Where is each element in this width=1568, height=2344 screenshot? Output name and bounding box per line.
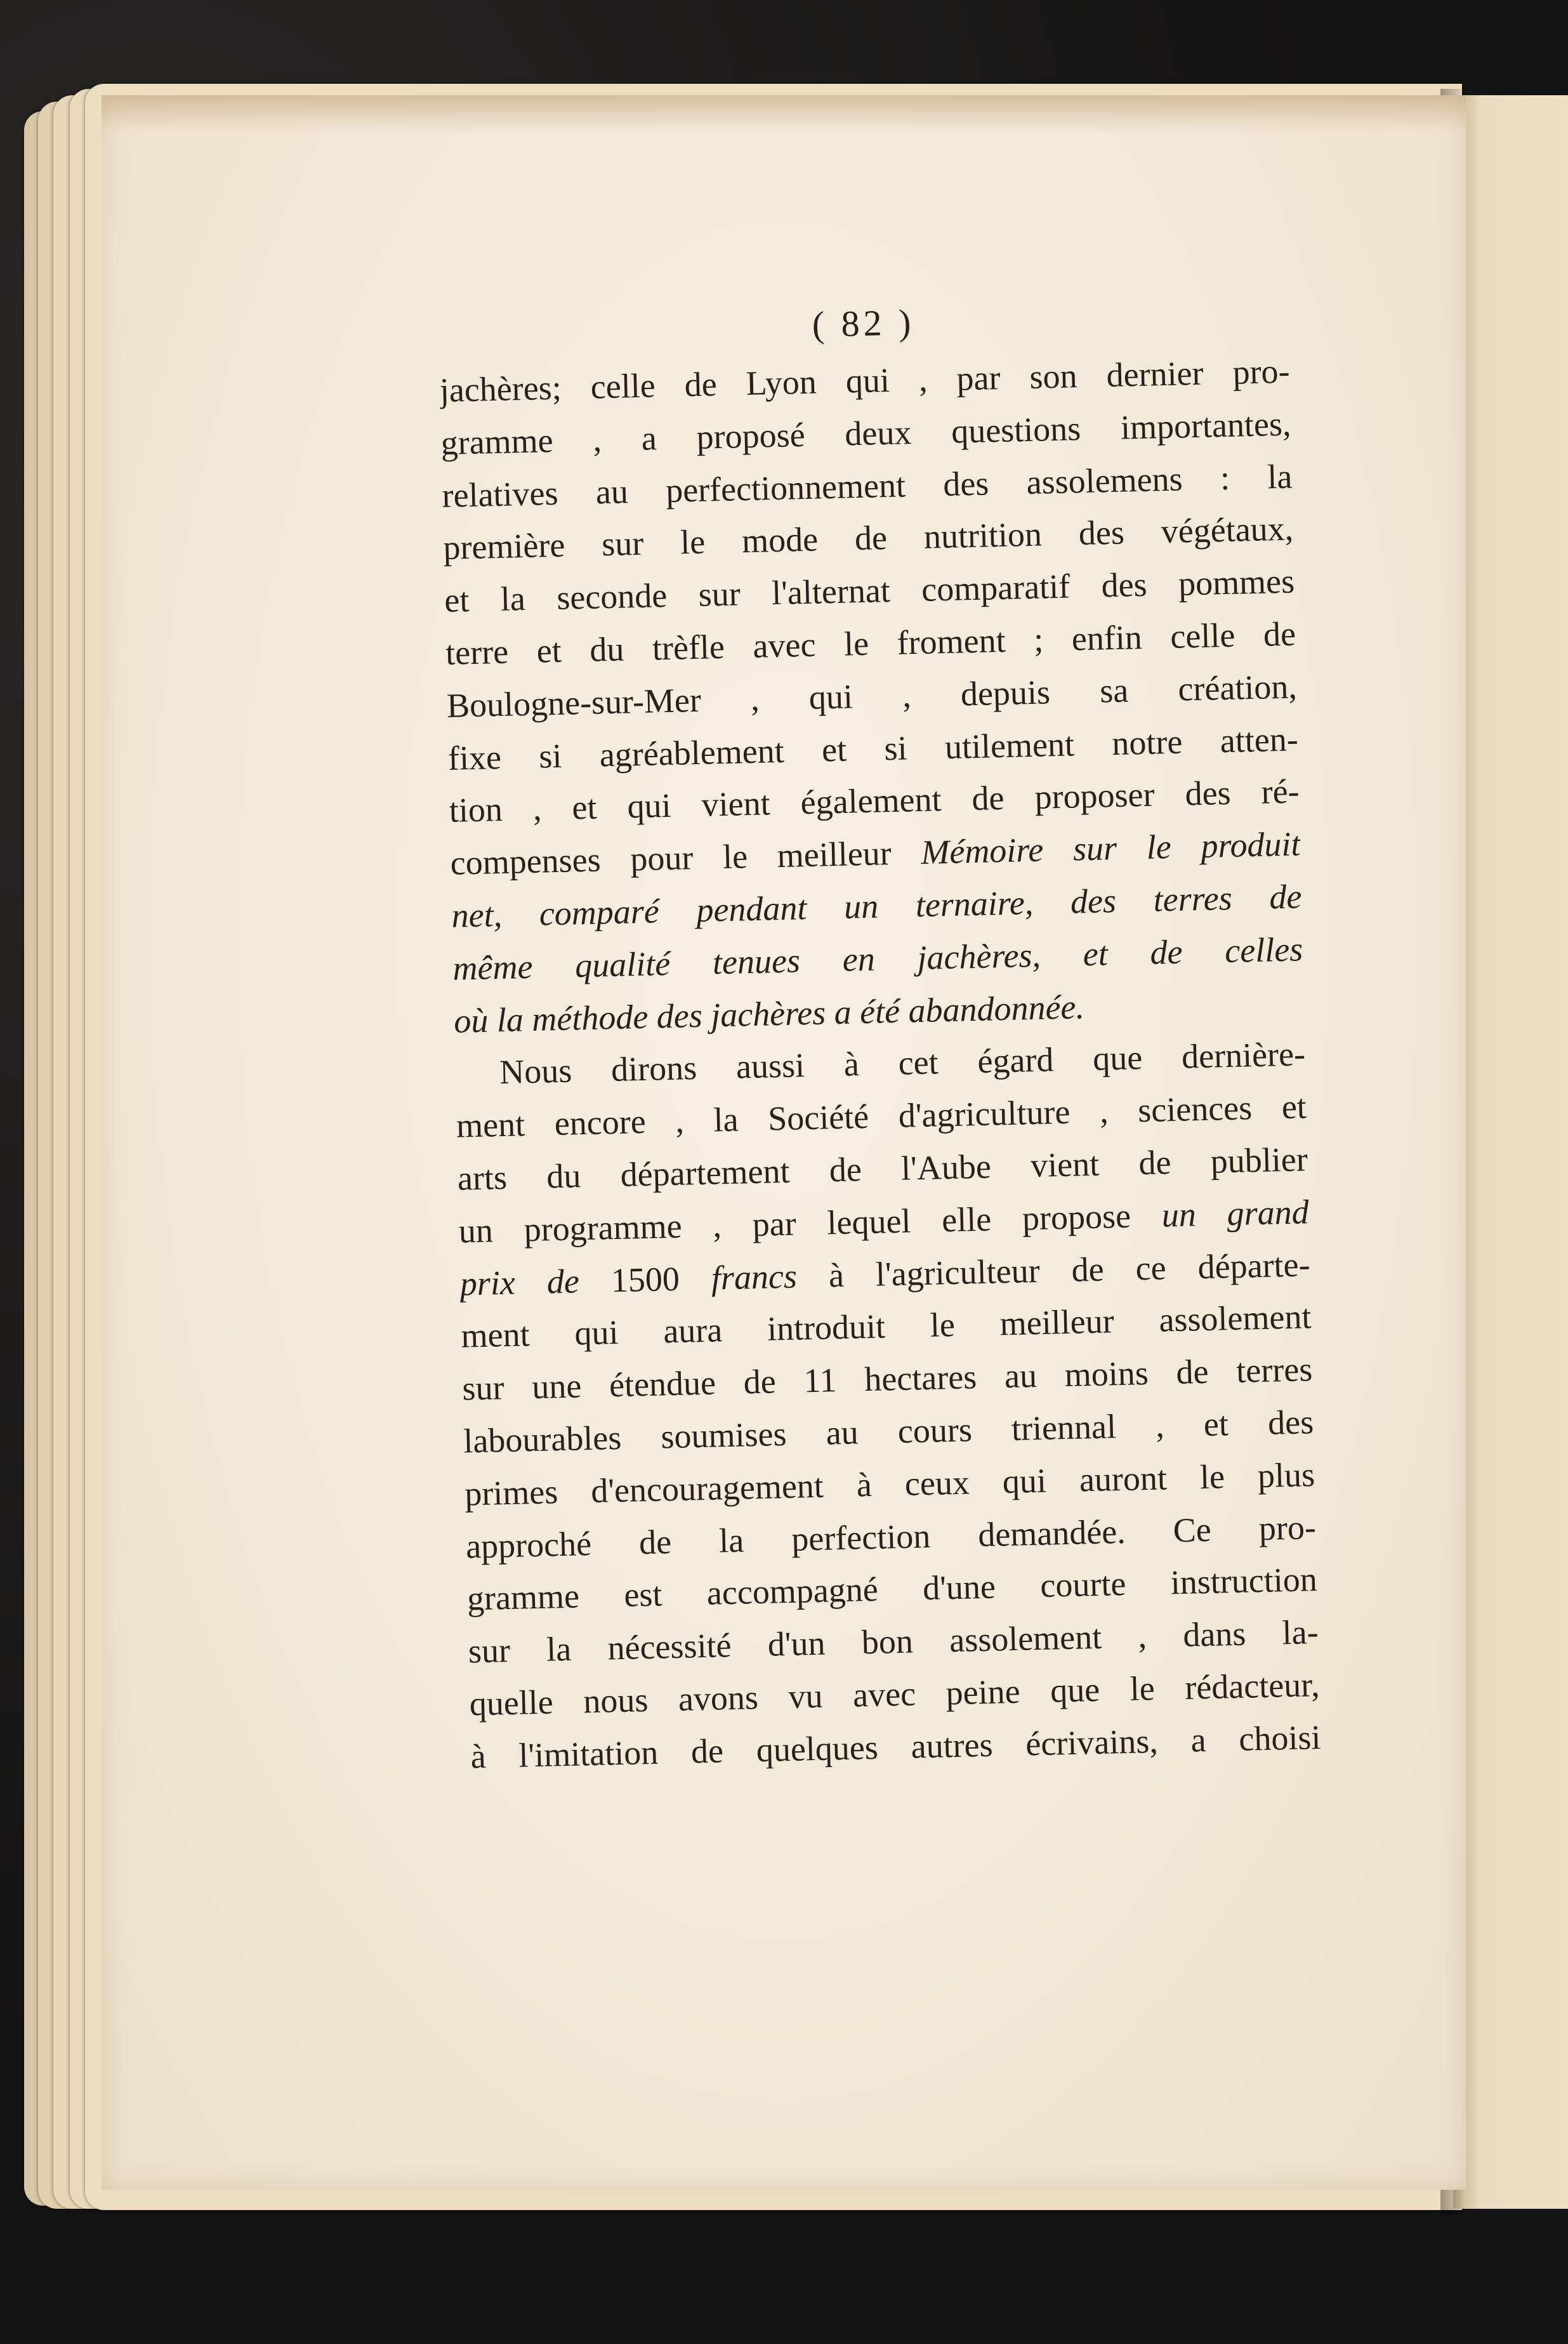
text-line: à l'imitation de quelques autres écrivains, a choisi	[470, 1718, 1322, 1776]
italic-phrase: francs	[711, 1257, 798, 1297]
facing-page-edge	[1453, 95, 1568, 2209]
text-line: arts du département de l'Aube vient de publier	[457, 1140, 1308, 1198]
text-line: quelle nous avons vu avec peine que le rédacteur,	[469, 1665, 1321, 1723]
text-line: prix de 1500 francs à l'agriculteur de ce départe-	[459, 1245, 1311, 1303]
text-line: ment encore , la Société d'agriculture , sciences et	[456, 1087, 1307, 1145]
text-line: Boulogne-sur-Mer , qui , depuis sa création,	[446, 667, 1298, 725]
text-line: et la seconde sur l'alternat comparatif des pommes	[444, 562, 1295, 620]
text-line: sur une étendue de 11 hectares au moins de terres	[461, 1350, 1313, 1408]
italic-phrase: prix de	[459, 1261, 580, 1303]
text-line: fixe si agréablement et si utilement notre atten-	[447, 720, 1299, 778]
text-line: ment qui aura introduit le meilleur assolement	[460, 1297, 1312, 1355]
text-line-italic: même qualité tenues en jachères, et de celles	[452, 930, 1303, 988]
text-line: gramme est accompagné d'une courte instruction	[466, 1560, 1318, 1618]
text-line: compenses pour le meilleur Mémoire sur le produit	[450, 824, 1301, 882]
text-line: relatives au perfectionnement des assolemens : la	[441, 457, 1293, 515]
italic-phrase: un grand	[1161, 1192, 1310, 1235]
italic-phrase: Mémoire sur le produit	[920, 824, 1301, 872]
text-line: terre et du trèfle avec le froment ; enfin celle de	[445, 614, 1296, 672]
text-line: primes d'encouragement à ceux qui auront le plus	[464, 1455, 1315, 1513]
text-line: sur la nécessité d'un bon assolement , dans la-	[468, 1613, 1319, 1671]
paragraph-start-line: Nous dirons aussi à cet égard que dernière-	[499, 1035, 1306, 1092]
text-line-italic: net, comparé pendant un ternaire, des terres de	[451, 877, 1302, 935]
text-line: tion , et qui vient également de proposer des ré-	[449, 772, 1300, 830]
text-line: première sur le mode de nutrition des végétaux,	[442, 509, 1294, 567]
text-line: labourables soumises au cours triennal , et des	[463, 1403, 1314, 1460]
text-line-italic: où la méthode des jachères a été abandonnée.	[453, 987, 1085, 1040]
page-number: ( 82 )	[812, 301, 916, 345]
text-line: jachères; celle de Lyon qui , par son dernier pro-	[439, 352, 1291, 409]
page-text-block	[438, 292, 1321, 1783]
text-line: gramme , a proposé deux questions importantes,	[440, 404, 1292, 462]
text-line: un programme , par lequel elle propose un grand	[458, 1192, 1310, 1250]
page-top-fold	[102, 95, 1466, 133]
text-line: approché de la perfection demandée. Ce pro-	[465, 1507, 1317, 1566]
